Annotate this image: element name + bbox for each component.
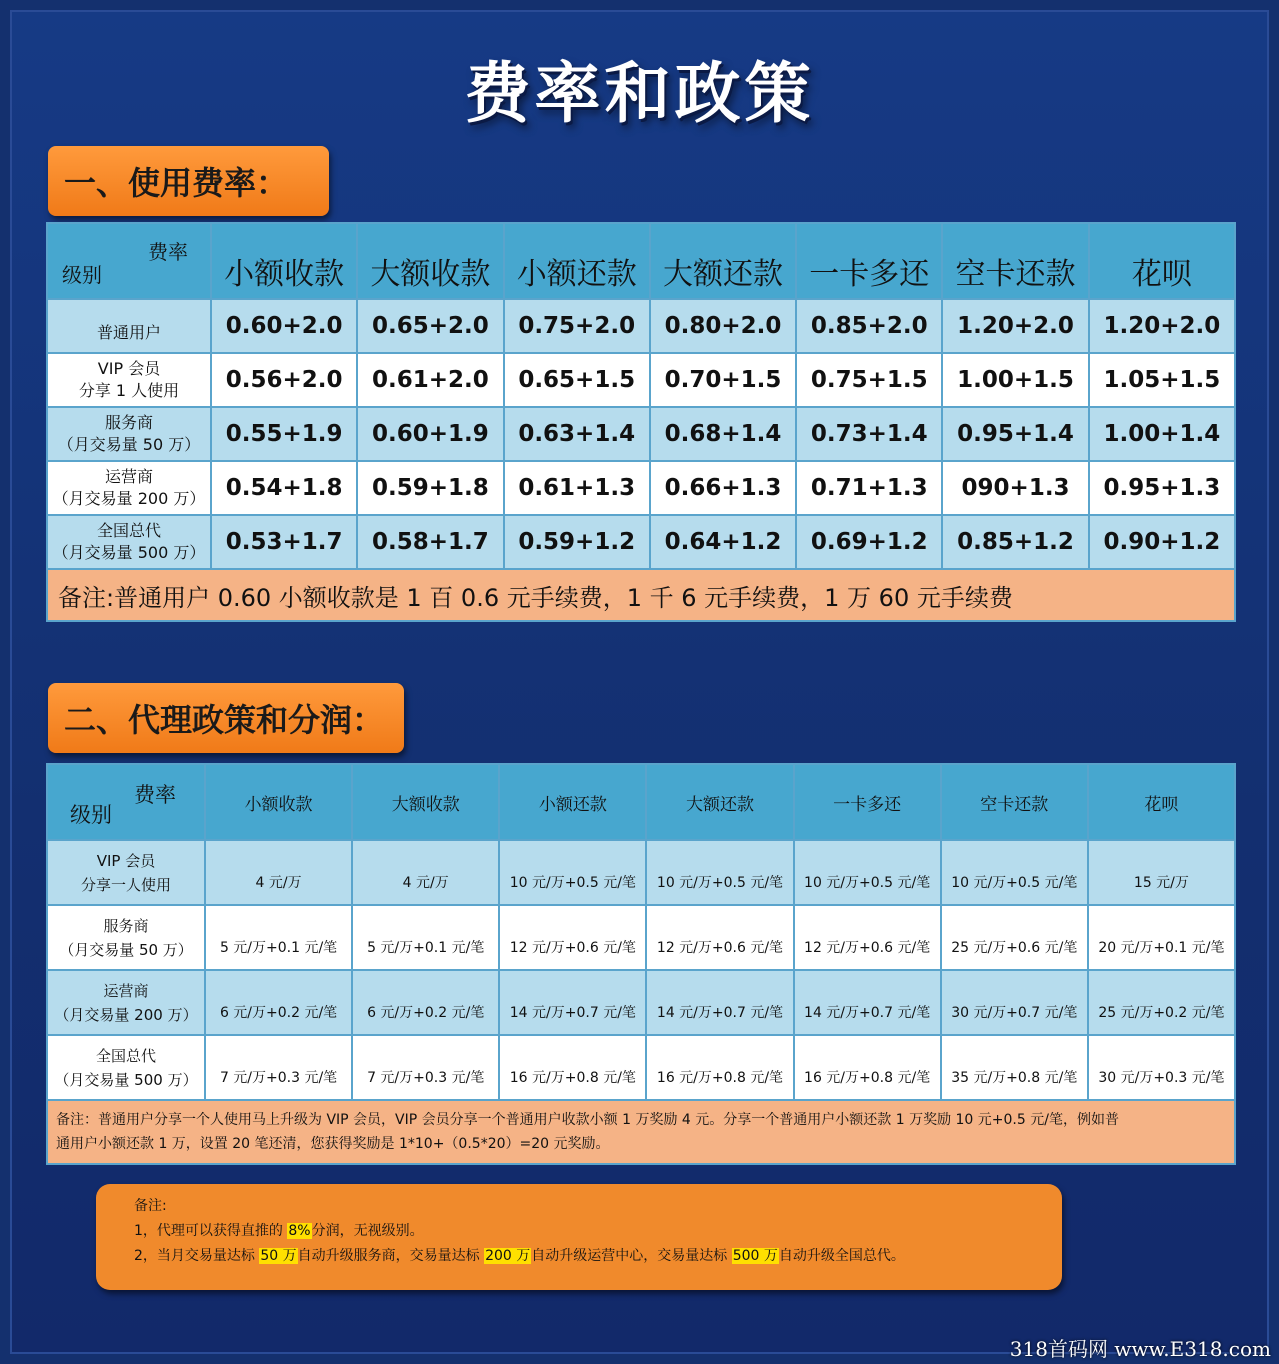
remarks-text: 自动升级服务商，交易量达标: [297, 1248, 485, 1264]
table-row: [47, 840, 1235, 905]
watermark: 318首码网 www.E318.com: [1009, 1337, 1271, 1361]
remarks-text: 分润，无视级别。: [311, 1223, 424, 1239]
rate-cell: 0.68+1.4: [650, 407, 796, 461]
remarks-text: 2，当月交易量达标: [134, 1248, 260, 1264]
highlight: 500 万: [732, 1248, 778, 1264]
column-header: 空卡还款: [941, 764, 1088, 840]
rate-cell: 0.80+2.0: [650, 299, 796, 353]
column-header: 小额还款: [504, 223, 650, 299]
corner-label-level: 级别: [62, 263, 102, 287]
remarks-text: 自动升级运营中心，交易量达标: [531, 1248, 732, 1264]
commission-cell: 14 元/万+0.7 元/笔: [646, 970, 793, 1035]
table-row: [47, 299, 1235, 353]
rate-cell: 0.60+1.9: [357, 407, 503, 461]
remarks-text: 1，代理可以获得直推的: [134, 1223, 288, 1239]
rate-cell: 1.05+1.5: [1089, 353, 1235, 407]
highlight: 50 万: [260, 1248, 297, 1264]
level-cell: [47, 1035, 205, 1100]
rate-cell: 0.90+1.2: [1089, 515, 1235, 569]
remarks-line-2: [134, 1244, 1062, 1269]
table-note-row: [47, 1100, 1235, 1164]
level-subtitle: （月交易量 200 万）: [52, 489, 206, 508]
corner-cell: [47, 764, 205, 840]
level-name: 运营商: [103, 981, 149, 1000]
rate-cell: 0.64+1.2: [650, 515, 796, 569]
rate-cell: 0.95+1.4: [942, 407, 1088, 461]
usage-rate-table: [46, 222, 1236, 622]
rate-cell: 0.54+1.8: [211, 461, 357, 515]
rate-cell: 1.00+1.5: [942, 353, 1088, 407]
commission-cell: 6 元/万+0.2 元/笔: [352, 970, 499, 1035]
table-row: [47, 353, 1235, 407]
corner-label-level: 级别: [70, 803, 112, 827]
highlight: 200 万: [485, 1248, 531, 1264]
remarks-line-1: [134, 1219, 1062, 1244]
table-row: [47, 905, 1235, 970]
rate-cell: 0.63+1.4: [504, 407, 650, 461]
agent-policy-table: [46, 763, 1236, 1165]
rate-cell: 0.73+1.4: [796, 407, 942, 461]
table-header-row: [47, 764, 1235, 840]
rate-cell: 0.85+1.2: [942, 515, 1088, 569]
commission-cell: 4 元/万: [205, 840, 352, 905]
level-subtitle: 分享 1 人使用: [78, 381, 180, 400]
rate-cell: 1.20+2.0: [942, 299, 1088, 353]
commission-cell: 30 元/万+0.7 元/笔: [941, 970, 1088, 1035]
level-cell: [47, 407, 211, 461]
column-header: 一卡多还: [794, 764, 941, 840]
commission-cell: 10 元/万+0.5 元/笔: [794, 840, 941, 905]
level-name: 服务商: [104, 413, 153, 432]
rate-cell: 1.00+1.4: [1089, 407, 1235, 461]
level-subtitle: 分享一人使用: [80, 875, 171, 894]
column-header: 一卡多还: [796, 223, 942, 299]
column-header: 小额收款: [205, 764, 352, 840]
note-line: 通用户小额还款 1 万，设置 20 笔还清，您获得奖励是 1*10+（0.5*20）=20 元奖励。: [56, 1136, 610, 1152]
rate-cell: 090+1.3: [942, 461, 1088, 515]
level-name: 普通用户: [96, 323, 161, 342]
rate-cell: 1.20+2.0: [1089, 299, 1235, 353]
rate-cell: 0.65+1.5: [504, 353, 650, 407]
rate-cell: 0.59+1.2: [504, 515, 650, 569]
commission-cell: 35 元/万+0.8 元/笔: [941, 1035, 1088, 1100]
rate-cell: 0.69+1.2: [796, 515, 942, 569]
commission-cell: 10 元/万+0.5 元/笔: [646, 840, 793, 905]
commission-cell: 16 元/万+0.8 元/笔: [794, 1035, 941, 1100]
corner-label-rate: 费率: [134, 783, 176, 807]
rate-cell: 0.59+1.8: [357, 461, 503, 515]
level-cell: [47, 840, 205, 905]
column-header: 小额还款: [499, 764, 646, 840]
section2-heading: 二、代理政策和分润：: [48, 683, 404, 753]
column-header: 大额收款: [352, 764, 499, 840]
level-subtitle: （月交易量 50 万）: [57, 435, 201, 454]
commission-cell: 16 元/万+0.8 元/笔: [646, 1035, 793, 1100]
remarks-title: 备注:: [134, 1198, 167, 1214]
rate-cell: 0.56+2.0: [211, 353, 357, 407]
page-title: 费率和政策: [464, 54, 815, 132]
level-subtitle: （月交易量 200 万）: [54, 1005, 198, 1024]
commission-cell: 12 元/万+0.6 元/笔: [499, 905, 646, 970]
commission-cell: 30 元/万+0.3 元/笔: [1088, 1035, 1235, 1100]
level-cell: [47, 970, 205, 1035]
column-header: 空卡还款: [942, 223, 1088, 299]
rate-cell: 0.66+1.3: [650, 461, 796, 515]
table-row: [47, 461, 1235, 515]
remarks-box: [96, 1184, 1062, 1290]
highlight: 8%: [288, 1223, 311, 1239]
level-subtitle: （月交易量 500 万）: [54, 1070, 198, 1089]
table-row: [47, 1035, 1235, 1100]
column-header: 大额还款: [650, 223, 796, 299]
column-header: 大额收款: [357, 223, 503, 299]
commission-cell: 15 元/万: [1088, 840, 1235, 905]
commission-cell: 25 元/万+0.2 元/笔: [1088, 970, 1235, 1035]
rate-cell: 0.58+1.7: [357, 515, 503, 569]
remarks-text: 自动升级全国总代。: [778, 1248, 905, 1264]
rate-cell: 0.61+1.3: [504, 461, 650, 515]
level-subtitle: （月交易量 50 万）: [59, 940, 193, 959]
level-cell: [47, 515, 211, 569]
commission-cell: 12 元/万+0.6 元/笔: [646, 905, 793, 970]
corner-label-rate: 费率: [148, 240, 188, 264]
commission-cell: 16 元/万+0.8 元/笔: [499, 1035, 646, 1100]
rate-cell: 0.95+1.3: [1089, 461, 1235, 515]
commission-cell: 4 元/万: [352, 840, 499, 905]
commission-cell: 14 元/万+0.7 元/笔: [499, 970, 646, 1035]
table-row: [47, 407, 1235, 461]
usage-rate-note: 备注:普通用户 0.60 小额收款是 1 百 0.6 元手续费，1 千 6 元手续费，1 万 60 元手续费: [47, 569, 1235, 621]
level-name: 全国总代: [95, 1046, 156, 1065]
rate-cell: 0.61+2.0: [357, 353, 503, 407]
commission-cell: 5 元/万+0.1 元/笔: [205, 905, 352, 970]
commission-cell: 5 元/万+0.1 元/笔: [352, 905, 499, 970]
rate-cell: 0.55+1.9: [211, 407, 357, 461]
level-name: 全国总代: [96, 521, 161, 540]
rate-cell: 0.60+2.0: [211, 299, 357, 353]
note-line: 备注：普通用户分享一个人使用马上升级为 VIP 会员，VIP 会员分享一个普通用户收款小额 1 万奖励 4 元。分享一个普通用户小额还款 1 万奖励 10 元+0.5 元/笔，例如普: [56, 1112, 1119, 1128]
level-name: VIP 会员: [97, 359, 161, 378]
rate-cell: 0.53+1.7: [211, 515, 357, 569]
rate-cell: 0.65+2.0: [357, 299, 503, 353]
commission-cell: 10 元/万+0.5 元/笔: [941, 840, 1088, 905]
corner-cell: [47, 223, 211, 299]
level-subtitle: （月交易量 500 万）: [52, 543, 206, 562]
column-header: 花呗: [1089, 223, 1235, 299]
table-row: [47, 970, 1235, 1035]
commission-cell: 10 元/万+0.5 元/笔: [499, 840, 646, 905]
rate-cell: 0.85+2.0: [796, 299, 942, 353]
level-cell: [47, 461, 211, 515]
level-name: VIP 会员: [96, 851, 156, 870]
level-cell: [47, 905, 205, 970]
level-name: 运营商: [104, 467, 153, 486]
table-row: [47, 515, 1235, 569]
column-header: 小额收款: [211, 223, 357, 299]
rate-cell: 0.75+1.5: [796, 353, 942, 407]
commission-cell: 7 元/万+0.3 元/笔: [352, 1035, 499, 1100]
level-cell: [47, 353, 211, 407]
rate-cell: 0.70+1.5: [650, 353, 796, 407]
column-header: 大额还款: [646, 764, 793, 840]
level-name: 服务商: [103, 916, 149, 935]
commission-cell: 12 元/万+0.6 元/笔: [794, 905, 941, 970]
rate-cell: 0.71+1.3: [796, 461, 942, 515]
commission-cell: 7 元/万+0.3 元/笔: [205, 1035, 352, 1100]
commission-cell: 20 元/万+0.1 元/笔: [1088, 905, 1235, 970]
commission-cell: 6 元/万+0.2 元/笔: [205, 970, 352, 1035]
commission-cell: 14 元/万+0.7 元/笔: [794, 970, 941, 1035]
table-note-row: [47, 569, 1235, 621]
column-header: 花呗: [1088, 764, 1235, 840]
level-cell: [47, 299, 211, 353]
table-header-row: [47, 223, 1235, 299]
rate-cell: 0.75+2.0: [504, 299, 650, 353]
commission-cell: 25 元/万+0.6 元/笔: [941, 905, 1088, 970]
agent-policy-note: [47, 1100, 1235, 1164]
section1-heading: 一、使用费率：: [48, 146, 329, 216]
